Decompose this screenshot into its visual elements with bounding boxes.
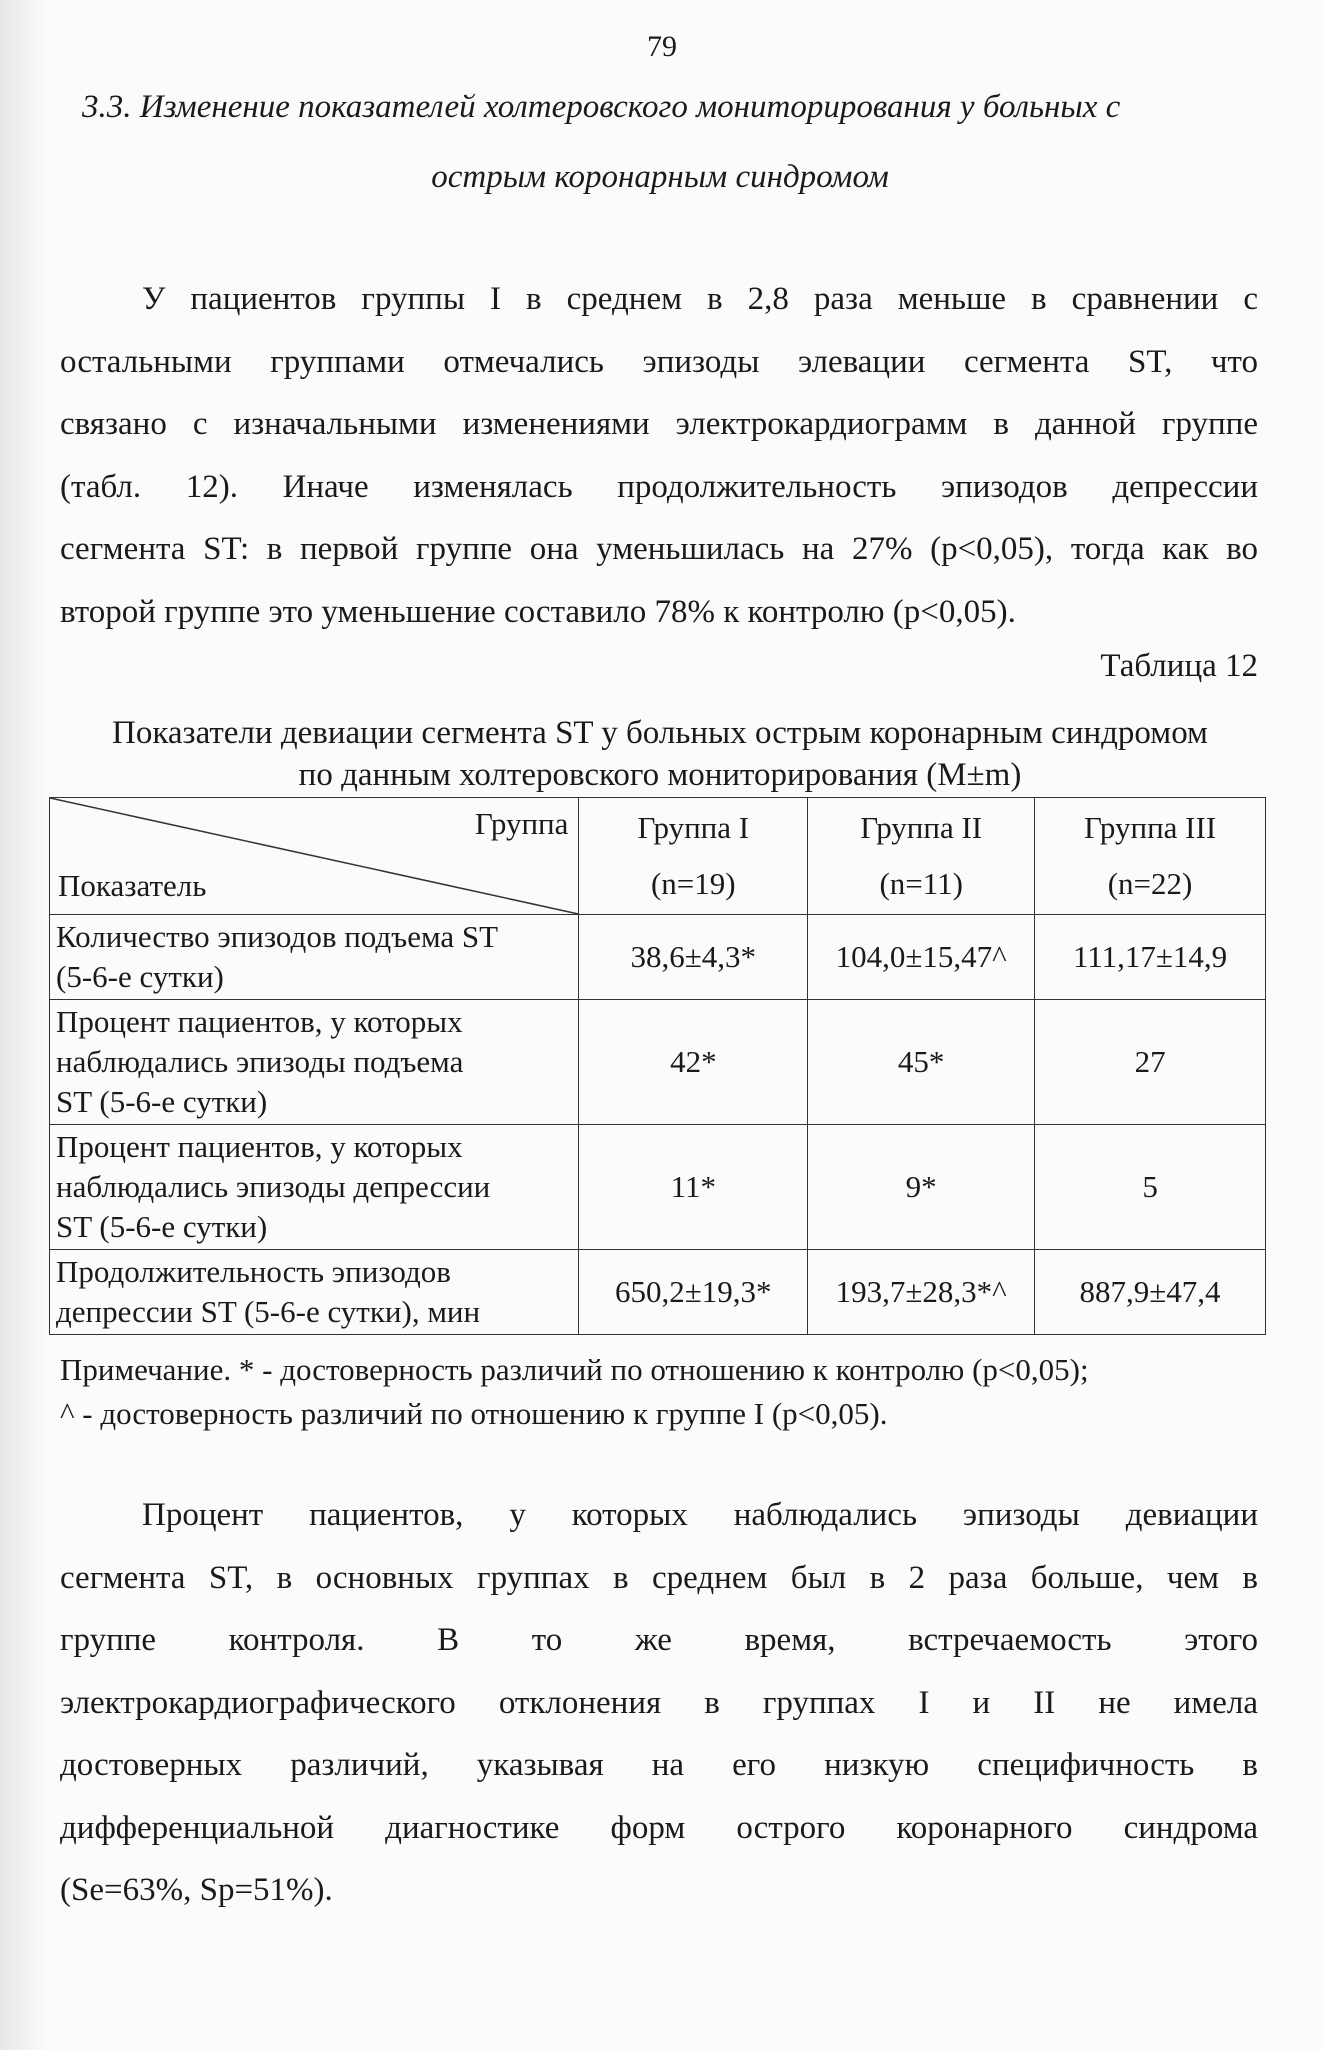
- table-note-line-2: ^ - достоверность различий по отношению к группе I (p<0,05).: [60, 1396, 888, 1431]
- table-caption-line-2: по данным холтеровского мониторирования (M±m): [298, 757, 1022, 793]
- paragraph-1-line: (табл. 12). Иначе изменялась продолжительность эпизодов депрессии: [60, 468, 1258, 505]
- row-label: [50, 1250, 579, 1335]
- paragraph-2-line: достоверных различий, указывая на его низкую специфичность в: [60, 1747, 1258, 1783]
- table-cell: 887,9±47,4: [1035, 1250, 1266, 1335]
- column-header-name: Группа I: [637, 810, 750, 845]
- table-cell: 11*: [579, 1125, 808, 1250]
- paragraph-1-line: связано с изначальными изменениями электрокардиограмм в данной группе: [60, 406, 1258, 442]
- column-header-n: (n=11): [879, 866, 963, 901]
- table-corner-cell: [50, 798, 579, 915]
- paragraph-1-line: У пациентов группы I в среднем в 2,8 раза меньше в сравнении с: [142, 281, 1258, 317]
- table-cell: 104,0±15,47^: [808, 915, 1035, 1000]
- row-label-line: Процент пациентов, у которых: [56, 1004, 463, 1039]
- column-header: [808, 798, 1035, 915]
- table-cell: 193,7±28,3*^: [808, 1250, 1035, 1335]
- table-cell: 45*: [808, 1000, 1035, 1125]
- paragraph-2-line: группе контроля. В то же время, встречаемость этого: [60, 1622, 1258, 1658]
- section-heading: [60, 72, 1260, 212]
- table-cell: 9*: [808, 1125, 1035, 1250]
- row-label-line: наблюдались эпизоды депрессии: [56, 1169, 491, 1204]
- row-label: [50, 1125, 579, 1250]
- row-label: [50, 1000, 579, 1125]
- table-note: [60, 1348, 1270, 1436]
- table-cell: 42*: [579, 1000, 808, 1125]
- paragraph-1-line: остальными группами отмечались эпизоды элевации сегмента ST, что: [60, 343, 1258, 380]
- table-caption: [60, 712, 1260, 796]
- table-note-line-1: Примечание. * - достоверность различий по отношению к контролю (p<0,05);: [60, 1352, 1089, 1387]
- row-label: [50, 915, 579, 1000]
- table-row: [50, 1250, 1266, 1335]
- table-cell: 38,6±4,3*: [579, 915, 808, 1000]
- table-header-row: [50, 798, 1266, 915]
- paragraph-2-line: (Se=63%, Sp=51%).: [60, 1872, 333, 1908]
- paragraph-2-line: дифференциальной диагностике форм острого коронарного синдрома: [60, 1809, 1258, 1846]
- column-header: [1035, 798, 1266, 915]
- paragraph-1: [60, 268, 1258, 643]
- column-header-n: (n=19): [650, 866, 736, 901]
- table-cell: 650,2±19,3*: [579, 1250, 808, 1335]
- table-cell: 111,17±14,9: [1035, 915, 1266, 1000]
- page-number: 79: [647, 30, 677, 63]
- section-heading-line-2: острым коронарным синдромом: [431, 159, 889, 195]
- row-label-line: Процент пациентов, у которых: [56, 1129, 463, 1164]
- table-cell: 27: [1035, 1000, 1266, 1125]
- row-label-line: депрессии ST (5-6-е сутки), мин: [56, 1294, 481, 1329]
- paragraph-2-line: электрокардиографического отклонения в группах I и II не имела: [60, 1684, 1258, 1721]
- table-row: [50, 1125, 1266, 1250]
- row-label-line: (5-6-е сутки): [56, 959, 224, 994]
- corner-label-group: Группа: [474, 806, 569, 841]
- page-edge-shadow: [0, 0, 48, 2050]
- paragraph-1-line: сегмента ST: в первой группе она уменьшилась на 27% (p<0,05), тогда как во: [60, 531, 1258, 567]
- table-row: [50, 915, 1266, 1000]
- table-label: Таблица 12: [1100, 648, 1258, 684]
- table-caption-line-1: Показатели девиации сегмента ST у больных острым коронарным синдромом: [112, 715, 1208, 751]
- row-label-line: Продолжительность эпизодов: [56, 1254, 451, 1289]
- section-heading-line-1: 3.3. Изменение показателей холтеровского мониторирования у больных с: [82, 89, 1121, 125]
- row-label-line: Количество эпизодов подъема ST: [56, 919, 499, 954]
- paragraph-1-line: второй группе это уменьшение составило 78% к контролю (p<0,05).: [60, 593, 1016, 630]
- column-header-n: (n=22): [1107, 866, 1193, 901]
- paragraph-2-line: сегмента ST, в основных группах в среднем был в 2 раза больше, чем в: [60, 1559, 1258, 1596]
- row-label-line: ST (5-6-е сутки): [56, 1084, 268, 1119]
- corner-label-indicator: Показатель: [58, 868, 207, 903]
- column-header-name: Группа II: [860, 810, 983, 845]
- column-header: [579, 798, 808, 915]
- table-row: [50, 1000, 1266, 1125]
- row-label-line: наблюдались эпизоды подъема: [56, 1044, 464, 1079]
- paragraph-2: [60, 1484, 1258, 1922]
- data-table: [49, 797, 1266, 1335]
- paragraph-2-line: Процент пациентов, у которых наблюдались эпизоды девиации: [142, 1497, 1258, 1533]
- table-cell: 5: [1035, 1125, 1266, 1250]
- column-header-name: Группа III: [1083, 810, 1217, 845]
- row-label-line: ST (5-6-е сутки): [56, 1209, 268, 1244]
